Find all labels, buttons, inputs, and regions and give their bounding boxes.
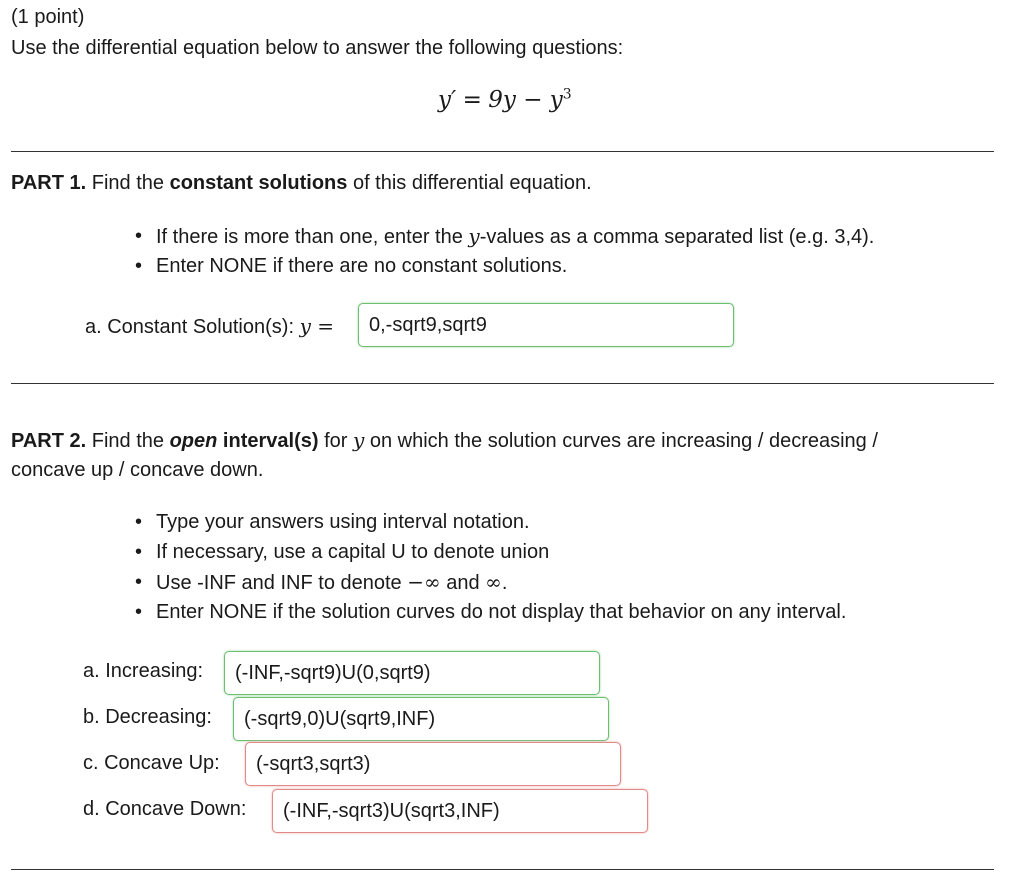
divider [11,151,994,152]
question-label: a. Constant Solution(s): [85,316,300,338]
list-item [135,221,874,251]
part2-var: y [352,428,365,452]
part2-text: for [318,430,353,452]
question-var: y [299,314,311,338]
part2-bold: interval(s) [217,430,319,452]
list-item: • Type your answers using interval notation. [135,507,846,537]
part1-instructions [135,221,874,281]
concave-up-label: c. Concave Up: [83,752,220,774]
bullet-text: If there is more than one, enter the [156,226,469,248]
eq-exponent: 3 [562,86,572,103]
bullet-text: Use -INF and INF to denote [156,572,408,594]
bullet-text: and [440,572,486,594]
increasing-input[interactable]: (-INF,-sqrt9)U(0,sqrt9) [224,651,600,695]
neg-infinity: −∞ [407,570,441,594]
decreasing-label: b. Decreasing: [83,706,212,728]
concave-down-label: d. Concave Down: [83,798,247,820]
part2-instructions [135,507,846,627]
infinity: ∞ [485,570,502,594]
decreasing-input[interactable]: (-sqrt9,0)U(sqrt9,INF) [233,697,609,741]
bullet-var: y [468,224,480,248]
part2-text: on which the solution curves are increasing / decreasing / [364,430,878,452]
bullet-text: -values as a comma separated list (e.g. 3,4). [479,226,875,248]
concave-down-input[interactable]: (-INF,-sqrt3)U(sqrt3,INF) [272,789,648,833]
part2-title: PART 2. [11,430,87,452]
question-eq: = [310,314,334,338]
list-item: • If necessary, use a capital U to denote union [135,537,846,567]
bullet-text: . [501,572,508,594]
part2-heading [11,428,878,453]
points-label: (1 point) [11,6,85,28]
divider [11,383,994,384]
list-item: • Enter NONE if the solution curves do not display that behavior on any interval. [135,597,846,627]
differential-equation [438,86,572,113]
part1-heading [11,172,592,195]
divider [11,869,994,870]
eq-lhs: y′ [438,87,457,113]
intro-text: Use the differential equation below to answer the following questions: [11,37,624,59]
constant-solutions-label [85,314,334,339]
increasing-label: a. Increasing: [83,660,204,682]
constant-solutions-input[interactable]: 0,-sqrt9,sqrt9 [358,303,734,347]
part1-bold: constant solutions [169,172,348,194]
part2-text: Find the [86,430,170,452]
part1-title: PART 1. [11,172,87,194]
part1-text-after: of this differential equation. [347,172,592,194]
eq-rhs: 9y − y [488,87,563,113]
bullet-text: Enter NONE if there are no constant solutions. [156,255,568,277]
concave-up-input[interactable]: (-sqrt3,sqrt3) [245,742,621,786]
part2-heading-line2: concave up / concave down. [11,459,264,481]
part2-open: open [169,430,218,452]
eq-sign: = [462,87,482,113]
part1-text: Find the [86,172,170,194]
list-item [135,251,874,281]
list-item [135,567,846,597]
